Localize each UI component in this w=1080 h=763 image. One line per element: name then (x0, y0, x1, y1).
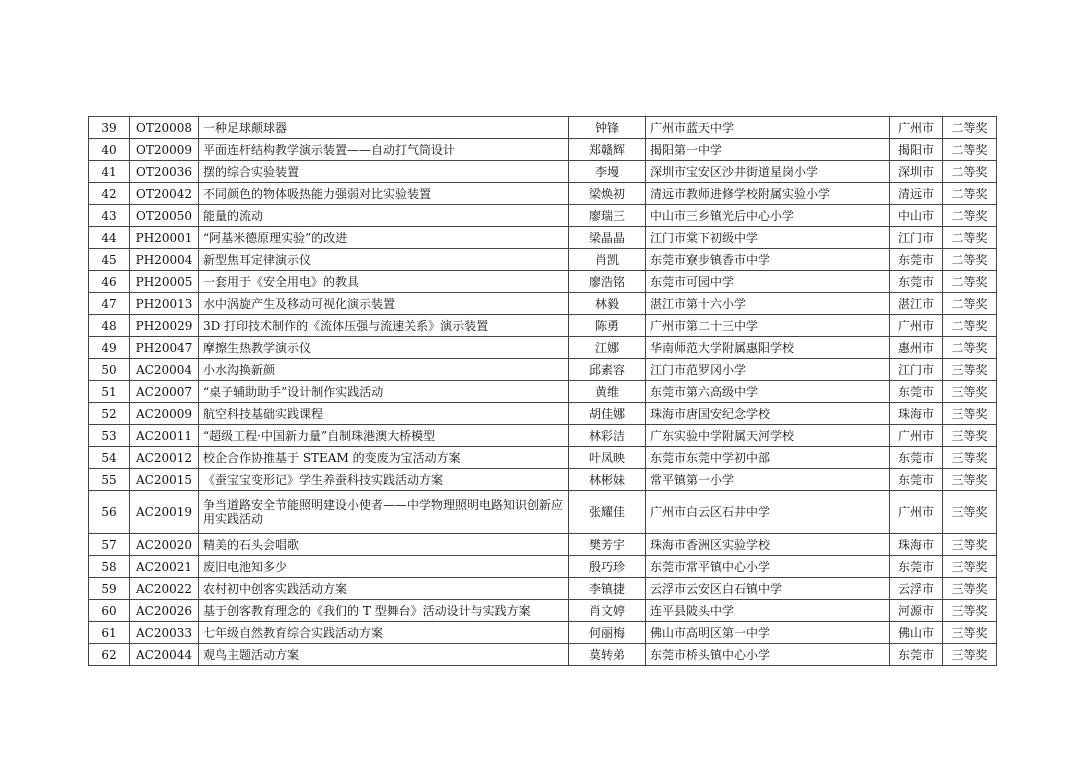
city-cell: 东莞市 (890, 644, 943, 666)
project-code-cell: PH20004 (130, 249, 199, 271)
award-level-cell: 三等奖 (943, 403, 997, 425)
project-title-cell: “桌子辅助助手”设计制作实践活动 (199, 381, 569, 403)
award-level-cell: 三等奖 (943, 359, 997, 381)
school-cell: 东莞市东莞中学初中部 (646, 447, 890, 469)
author-cell: 林毅 (569, 293, 646, 315)
author-cell: 叶凤映 (569, 447, 646, 469)
row-number-cell: 53 (89, 425, 130, 447)
award-level-cell: 三等奖 (943, 447, 997, 469)
project-code-cell: PH20047 (130, 337, 199, 359)
table-row (89, 359, 997, 381)
school-cell: 珠海市香洲区实验学校 (646, 534, 890, 556)
row-number-cell: 54 (89, 447, 130, 469)
project-title-cell: 水中涡旋产生及移动可视化演示装置 (199, 293, 569, 315)
project-title-cell: 一套用于《安全用电》的教具 (199, 271, 569, 293)
row-number-cell: 55 (89, 469, 130, 491)
project-code-cell: OT20042 (130, 183, 199, 205)
project-code-cell: PH20005 (130, 271, 199, 293)
table-row (89, 271, 997, 293)
author-cell: 张耀佳 (569, 491, 646, 534)
project-title-cell: “超级工程·中国新力量”自制珠港澳大桥模型 (199, 425, 569, 447)
row-number-cell: 52 (89, 403, 130, 425)
project-title-cell: 精美的石头会唱歌 (199, 534, 569, 556)
school-cell: 华南师范大学附属惠阳学校 (646, 337, 890, 359)
award-level-cell: 三等奖 (943, 381, 997, 403)
project-code-cell: AC20007 (130, 381, 199, 403)
row-number-cell: 51 (89, 381, 130, 403)
table-row (89, 161, 997, 183)
row-number-cell: 60 (89, 600, 130, 622)
award-level-cell: 二等奖 (943, 315, 997, 337)
city-cell: 江门市 (890, 227, 943, 249)
table-row (89, 469, 997, 491)
award-level-cell: 三等奖 (943, 556, 997, 578)
project-title-cell: 不同颜色的物体吸热能力强弱对比实验装置 (199, 183, 569, 205)
row-number-cell: 48 (89, 315, 130, 337)
school-cell: 东莞市桥头镇中心小学 (646, 644, 890, 666)
award-level-cell: 二等奖 (943, 139, 997, 161)
city-cell: 云浮市 (890, 578, 943, 600)
project-code-cell: OT20008 (130, 117, 199, 139)
award-level-cell: 二等奖 (943, 117, 997, 139)
author-cell: 莫转弟 (569, 644, 646, 666)
author-cell: 江娜 (569, 337, 646, 359)
row-number-cell: 59 (89, 578, 130, 600)
project-code-cell: OT20009 (130, 139, 199, 161)
city-cell: 广州市 (890, 117, 943, 139)
row-number-cell: 50 (89, 359, 130, 381)
row-number-cell: 39 (89, 117, 130, 139)
author-cell: 邱素容 (569, 359, 646, 381)
author-cell: 黄维 (569, 381, 646, 403)
table-row (89, 227, 997, 249)
row-number-cell: 49 (89, 337, 130, 359)
project-title-cell: 一种足球颠球器 (199, 117, 569, 139)
project-title-cell: 基于创客教育理念的《我们的 T 型舞台》活动设计与实践方案 (199, 600, 569, 622)
row-number-cell: 41 (89, 161, 130, 183)
table-row (89, 578, 997, 600)
city-cell: 湛江市 (890, 293, 943, 315)
row-number-cell: 57 (89, 534, 130, 556)
city-cell: 东莞市 (890, 381, 943, 403)
table-row (89, 139, 997, 161)
award-level-cell: 二等奖 (943, 205, 997, 227)
row-number-cell: 43 (89, 205, 130, 227)
city-cell: 珠海市 (890, 403, 943, 425)
city-cell: 东莞市 (890, 556, 943, 578)
table-row (89, 403, 997, 425)
table-row (89, 447, 997, 469)
award-level-cell: 二等奖 (943, 293, 997, 315)
row-number-cell: 42 (89, 183, 130, 205)
row-number-cell: 62 (89, 644, 130, 666)
project-title-cell: 《蚕宝宝变形记》学生养蚕科技实践活动方案 (199, 469, 569, 491)
project-title-cell: 航空科技基础实践课程 (199, 403, 569, 425)
author-cell: 胡佳娜 (569, 403, 646, 425)
table-row (89, 644, 997, 666)
table-row (89, 534, 997, 556)
project-code-cell: AC20004 (130, 359, 199, 381)
author-cell: 李墁 (569, 161, 646, 183)
award-level-cell: 二等奖 (943, 249, 997, 271)
award-level-cell: 三等奖 (943, 600, 997, 622)
author-cell: 肖文婷 (569, 600, 646, 622)
school-cell: 常平镇第一小学 (646, 469, 890, 491)
school-cell: 连平县陂头中学 (646, 600, 890, 622)
award-level-cell: 三等奖 (943, 534, 997, 556)
author-cell: 林彬妹 (569, 469, 646, 491)
table-row (89, 337, 997, 359)
table-row (89, 556, 997, 578)
school-cell: 湛江市第十六小学 (646, 293, 890, 315)
row-number-cell: 46 (89, 271, 130, 293)
project-code-cell: AC20021 (130, 556, 199, 578)
city-cell: 佛山市 (890, 622, 943, 644)
author-cell: 廖瑞三 (569, 205, 646, 227)
award-level-cell: 二等奖 (943, 227, 997, 249)
school-cell: 东莞市可园中学 (646, 271, 890, 293)
table-row (89, 622, 997, 644)
row-number-cell: 61 (89, 622, 130, 644)
author-cell: 钟锋 (569, 117, 646, 139)
school-cell: 广州市第二十三中学 (646, 315, 890, 337)
city-cell: 河源市 (890, 600, 943, 622)
project-code-cell: AC20015 (130, 469, 199, 491)
project-title-cell: 3D 打印技术制作的《流体压强与流速关系》演示装置 (199, 315, 569, 337)
school-cell: 佛山市高明区第一中学 (646, 622, 890, 644)
row-number-cell: 45 (89, 249, 130, 271)
author-cell: 郑赣辉 (569, 139, 646, 161)
row-number-cell: 40 (89, 139, 130, 161)
row-number-cell: 44 (89, 227, 130, 249)
author-cell: 何丽梅 (569, 622, 646, 644)
project-title-cell: 校企合作协推基于 STEAM 的变废为宝活动方案 (199, 447, 569, 469)
school-cell: 广州市白云区石井中学 (646, 491, 890, 534)
author-cell: 廖浩铭 (569, 271, 646, 293)
award-level-cell: 二等奖 (943, 271, 997, 293)
table-row (89, 183, 997, 205)
project-title-cell: 能量的流动 (199, 205, 569, 227)
author-cell: 樊芳宇 (569, 534, 646, 556)
table-row (89, 425, 997, 447)
project-title-cell: 摩擦生热教学演示仪 (199, 337, 569, 359)
award-level-cell: 三等奖 (943, 578, 997, 600)
city-cell: 深圳市 (890, 161, 943, 183)
project-code-cell: AC20012 (130, 447, 199, 469)
project-title-cell: 平面连杆结构教学演示装置——自动打气筒设计 (199, 139, 569, 161)
school-cell: 广州市蓝天中学 (646, 117, 890, 139)
project-code-cell: AC20011 (130, 425, 199, 447)
school-cell: 江门市范罗冈小学 (646, 359, 890, 381)
author-cell: 肖凯 (569, 249, 646, 271)
award-level-cell: 三等奖 (943, 491, 997, 534)
school-cell: 江门市棠下初级中学 (646, 227, 890, 249)
table-row (89, 491, 997, 534)
row-number-cell: 58 (89, 556, 130, 578)
award-table-body (89, 117, 997, 666)
project-title-cell: 观鸟主题活动方案 (199, 644, 569, 666)
author-cell: 梁焕初 (569, 183, 646, 205)
author-cell: 陈勇 (569, 315, 646, 337)
school-cell: 珠海市唐国安纪念学校 (646, 403, 890, 425)
project-title-cell: “阿基米德原理实验”的改进 (199, 227, 569, 249)
city-cell: 广州市 (890, 425, 943, 447)
table-row (89, 315, 997, 337)
city-cell: 中山市 (890, 205, 943, 227)
award-level-cell: 二等奖 (943, 183, 997, 205)
city-cell: 东莞市 (890, 469, 943, 491)
author-cell: 殷巧珍 (569, 556, 646, 578)
table-row (89, 117, 997, 139)
project-code-cell: AC20020 (130, 534, 199, 556)
project-code-cell: AC20022 (130, 578, 199, 600)
row-number-cell: 56 (89, 491, 130, 534)
award-level-cell: 三等奖 (943, 425, 997, 447)
project-code-cell: AC20033 (130, 622, 199, 644)
project-title-cell: 废旧电池知多少 (199, 556, 569, 578)
project-code-cell: OT20050 (130, 205, 199, 227)
school-cell: 东莞市寮步镇香市中学 (646, 249, 890, 271)
school-cell: 云浮市云安区白石镇中学 (646, 578, 890, 600)
award-level-cell: 三等奖 (943, 469, 997, 491)
award-list-page (88, 116, 996, 666)
row-number-cell: 47 (89, 293, 130, 315)
project-code-cell: AC20009 (130, 403, 199, 425)
author-cell: 李镇捷 (569, 578, 646, 600)
table-row (89, 205, 997, 227)
project-code-cell: PH20001 (130, 227, 199, 249)
city-cell: 广州市 (890, 315, 943, 337)
project-code-cell: PH20013 (130, 293, 199, 315)
school-cell: 揭阳第一中学 (646, 139, 890, 161)
city-cell: 广州市 (890, 491, 943, 534)
project-title-cell: 小水沟换新颜 (199, 359, 569, 381)
award-level-cell: 三等奖 (943, 644, 997, 666)
school-cell: 中山市三乡镇光后中心小学 (646, 205, 890, 227)
award-table (88, 116, 997, 666)
city-cell: 东莞市 (890, 447, 943, 469)
city-cell: 东莞市 (890, 271, 943, 293)
author-cell: 林彩洁 (569, 425, 646, 447)
city-cell: 揭阳市 (890, 139, 943, 161)
table-row (89, 381, 997, 403)
project-title-cell: 农村初中创客实践活动方案 (199, 578, 569, 600)
table-row (89, 249, 997, 271)
table-row (89, 293, 997, 315)
school-cell: 东莞市常平镇中心小学 (646, 556, 890, 578)
project-title-cell: 新型焦耳定律演示仪 (199, 249, 569, 271)
school-cell: 深圳市宝安区沙井街道星岗小学 (646, 161, 890, 183)
project-code-cell: AC20019 (130, 491, 199, 534)
award-level-cell: 二等奖 (943, 161, 997, 183)
project-code-cell: PH20029 (130, 315, 199, 337)
city-cell: 江门市 (890, 359, 943, 381)
author-cell: 梁晶晶 (569, 227, 646, 249)
project-title-cell: 摆的综合实验装置 (199, 161, 569, 183)
city-cell: 东莞市 (890, 249, 943, 271)
project-code-cell: OT20036 (130, 161, 199, 183)
project-code-cell: AC20044 (130, 644, 199, 666)
award-level-cell: 三等奖 (943, 622, 997, 644)
school-cell: 东莞市第六高级中学 (646, 381, 890, 403)
school-cell: 广东实验中学附属天河学校 (646, 425, 890, 447)
city-cell: 珠海市 (890, 534, 943, 556)
project-code-cell: AC20026 (130, 600, 199, 622)
city-cell: 清远市 (890, 183, 943, 205)
school-cell: 清远市教师进修学校附属实验小学 (646, 183, 890, 205)
city-cell: 惠州市 (890, 337, 943, 359)
project-title-cell: 七年级自然教育综合实践活动方案 (199, 622, 569, 644)
award-level-cell: 二等奖 (943, 337, 997, 359)
table-row (89, 600, 997, 622)
project-title-cell: 争当道路安全节能照明建设小使者——中学物理照明电路知识创新应用实践活动 (199, 491, 569, 534)
